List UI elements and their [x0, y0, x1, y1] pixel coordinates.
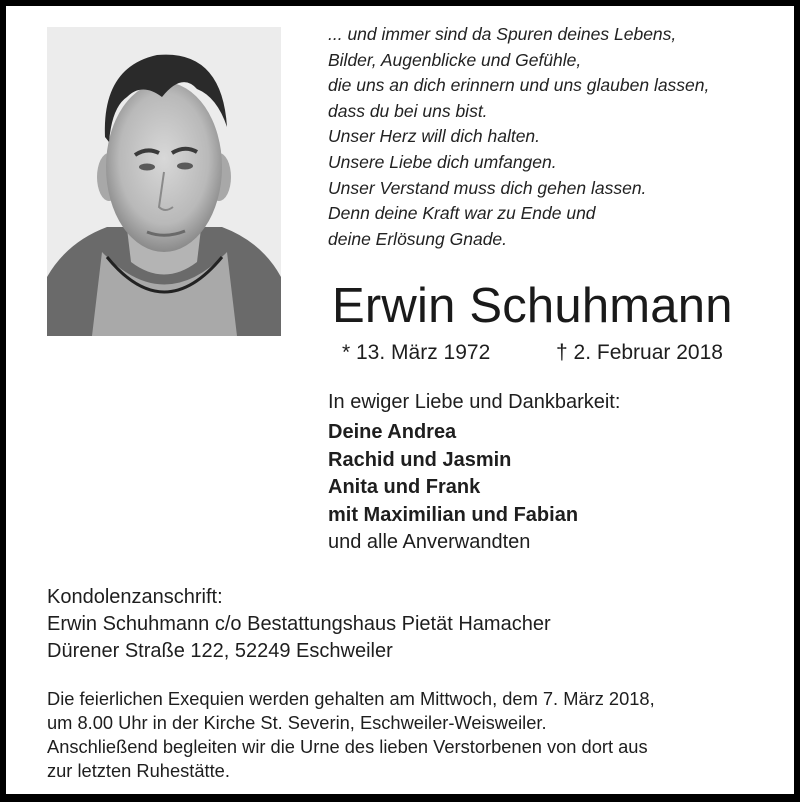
condolence-address	[47, 584, 551, 665]
birth-date: * 13. März 1972	[342, 341, 491, 364]
mourner-name: Deine Andrea	[328, 421, 457, 443]
obituary-page	[6, 6, 794, 794]
frame-bottom-border	[0, 794, 800, 802]
mourner-name: Anita und Frank	[328, 476, 481, 498]
poem-line: Unser Herz will dich halten.	[328, 126, 541, 147]
condolence-label: Kondolenzanschrift:	[47, 586, 223, 608]
mourners-closing: und alle Anverwandten	[328, 531, 531, 553]
portrait-photo	[47, 27, 281, 336]
service-line: Die feierlichen Exequien werden gehalten am Mittwoch, dem 7. März 2018,	[47, 688, 655, 709]
memorial-poem	[328, 22, 788, 252]
poem-line: Bilder, Augenblicke und Gefühle,	[328, 49, 582, 70]
service-line: zur letzten Ruhestätte.	[47, 760, 230, 781]
poem-line: Denn deine Kraft war zu Ende und	[328, 203, 596, 224]
funeral-service-info	[47, 687, 655, 783]
condolence-line: Erwin Schuhmann c/o Bestattungshaus Pietät Hamacher	[47, 613, 551, 635]
portrait-image	[47, 27, 281, 336]
mourner-name: Rachid und Jasmin	[328, 448, 512, 471]
poem-line: deine Erlösung Gnade.	[328, 228, 508, 249]
poem-line: Unser Verstand muss dich gehen lassen.	[328, 177, 647, 198]
condolence-line: Dürener Straße 122, 52249 Eschweiler	[47, 640, 393, 662]
mourners-list	[328, 419, 578, 557]
mourner-name: mit Maximilian und Fabian	[328, 503, 579, 526]
mourners-intro: In ewiger Liebe und Dankbarkeit:	[328, 391, 621, 413]
poem-line: Unsere Liebe dich umfangen.	[328, 151, 557, 172]
deceased-name: Erwin Schuhmann	[332, 279, 733, 333]
poem-line: ... und immer sind da Spuren deines Lebens,	[328, 24, 677, 44]
death-date: † 2. Februar 2018	[556, 341, 723, 364]
service-line: um 8.00 Uhr in der Kirche St. Severin, Eschweiler-Weisweiler.	[47, 712, 547, 733]
poem-line: die uns an dich erinnern und uns glauben lassen,	[328, 75, 710, 96]
service-line: Anschließend begleiten wir die Urne des lieben Verstorbenen von dort aus	[47, 736, 648, 757]
poem-line: dass du bei uns bist.	[328, 100, 488, 121]
